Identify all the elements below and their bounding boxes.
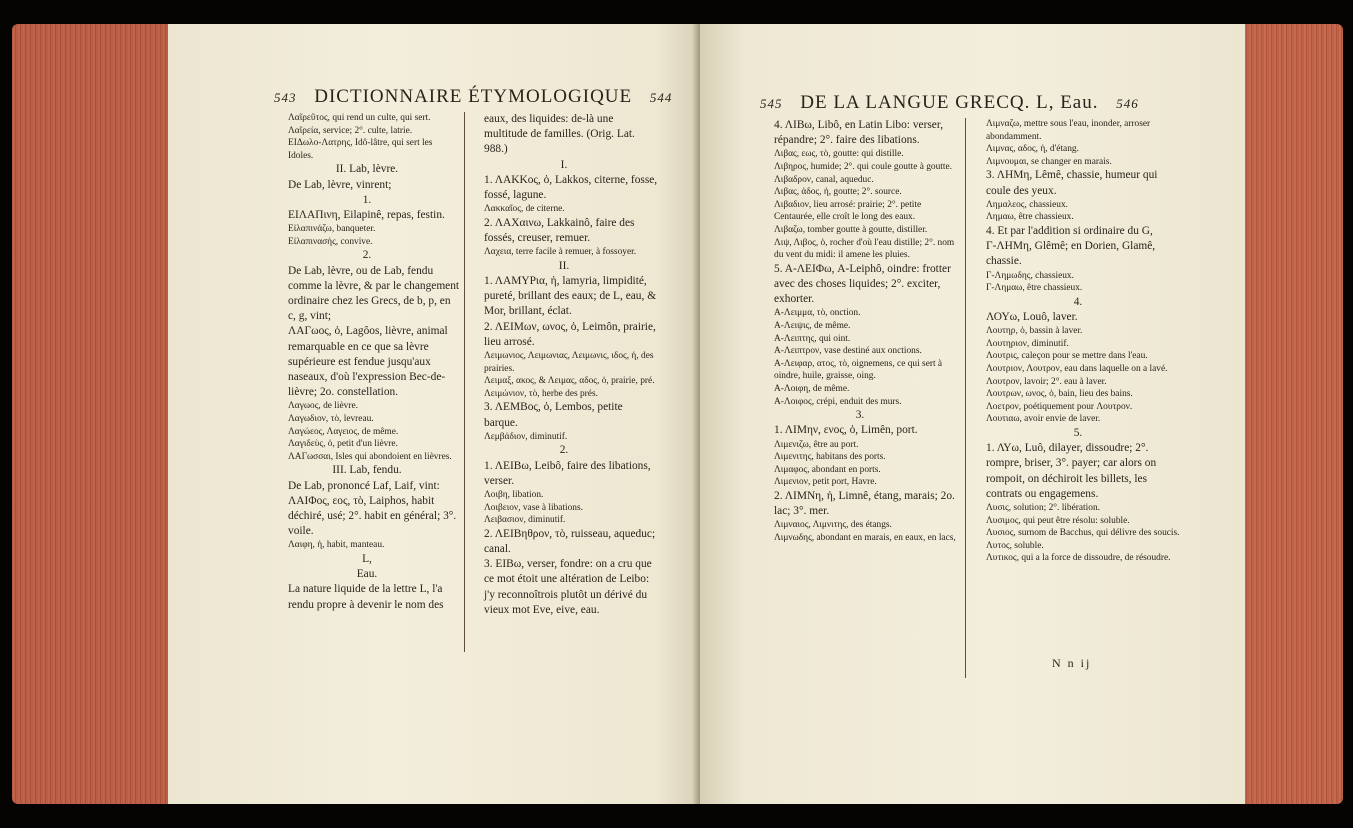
text-line: Λιψ, Λιβος, ὁ, rocher d'où l'eau distille; 2°. nom du vent du midi: il amene les pluies. <box>774 237 955 261</box>
text-line: Λαγιδεὺς, ὁ, petit d'un lièvre. <box>288 439 398 450</box>
text-line: 2. ΛΕΙΜων, ωνος, ὁ, Leimôn, prairie, lieu arrosé. <box>484 320 656 348</box>
text-line: Λυτικος, qui a la force de dissoudre, de résoudre. <box>986 553 1171 564</box>
right-page-number-a: 545 <box>760 96 783 111</box>
text-line: De Lab, lèvre, vinrent; <box>288 178 392 191</box>
left-running-header <box>274 86 672 108</box>
text-line: 4. Et par l'addition si ordinaire du G, <box>986 224 1153 237</box>
text-line: Α-Λοιφος, crépi, enduit des murs. <box>774 396 902 407</box>
column-rule-right <box>965 118 966 678</box>
text-line: La nature liquide de la lettre L, l'a rendu propre à devenir le nom des <box>288 583 444 611</box>
text-line: Λιμνουμαι, se changer en marais. <box>986 156 1112 167</box>
text-line: Λιβηρος, humide; 2°. qui coule goutte à goutte. <box>774 162 952 172</box>
text-line: 3. ΛΕΜΒος, ὁ, Lembos, petite barque. <box>484 401 623 429</box>
text-line: De Lab, prononcé Laf, Laif, vint: <box>288 479 440 492</box>
text-line: Λιμνωδης, abondant en marais, en eaux, en lacs, <box>774 532 956 543</box>
text-line: Α-Λοιφη, de même. <box>774 383 850 394</box>
text-line: ΛΑΓωσσαι, Isles qui abondoient en lièvres. <box>288 451 452 462</box>
text-line: 5. Α-ΛΕΙΦω, A-Leiphô, oindre: frotter avec des choses liquides; 2°. exciter, exhorter. <box>774 262 951 306</box>
text-line: L, <box>362 552 372 565</box>
text-line: 1. ΛΙΜην, ενος, ὁ, Limên, port. <box>774 424 918 437</box>
text-line: Λουτιαω, avoir envie de laver. <box>986 414 1101 425</box>
left-page-edges <box>12 24 182 804</box>
text-line: 1. ΛΥω, Luô, dilayer, dissoudre; 2°. rompre, briser, 3°. payer; car alors on rompoit, on déchiroit les billets, les contrats ou engagemens. <box>986 442 1157 500</box>
text-line: Λημαλεος, chassieux. <box>986 199 1068 210</box>
text-line: Λιμναζω, mettre sous l'eau, inonder, arroser abondamment. <box>986 119 1151 142</box>
text-line: Λιβαζω, tomber goutte à goutte, distiller. <box>774 224 928 235</box>
text-line: 2. ΛΑΧαινω, Lakkainô, faire des fossés, creuser, remuer. <box>484 216 635 245</box>
left-header-title: DICTIONNAIRE ÉTYMOLOGIQUE <box>314 86 633 107</box>
text-line: 5. <box>1073 426 1083 439</box>
right-header-title: DE LA LANGUE GRECQ. L, Eau. <box>800 92 1099 113</box>
right-column-1 <box>760 118 960 544</box>
right-page <box>700 24 1245 804</box>
text-line: Λεμβάδιον, diminutif. <box>484 431 568 442</box>
text-line: II. <box>558 259 570 272</box>
signature-mark: N n ij <box>1052 656 1092 670</box>
text-line: Λακκαῖος, de citerne. <box>484 204 565 215</box>
column-rule <box>464 112 465 652</box>
left-page-number-b: 544 <box>649 90 673 105</box>
text-line: Λουτηρ, ὁ, bassin à laver. <box>986 326 1083 337</box>
text-line: 2. <box>362 249 372 262</box>
text-line: ΛΑΙΦος, εος, τὸ, Laiphos, habit déchiré, usé; 2°. habit en général; 3°. voile. <box>288 494 457 538</box>
text-line: Λυσις, solution; 2°. libération. <box>986 502 1100 513</box>
left-page-number-a: 543 <box>274 90 297 105</box>
text-line: Λαῖρεία, service; 2°. culte, latrie. <box>288 125 413 136</box>
text-line: 4. <box>1073 295 1083 308</box>
text-line: Λαγωδιον, τὸ, levreau. <box>288 414 374 424</box>
right-page-number-b: 546 <box>1116 96 1139 111</box>
left-page <box>168 24 700 804</box>
text-line: Α-Λειπτρον, vase destiné aux onctions. <box>774 346 922 357</box>
text-line: Eau. <box>356 568 378 581</box>
text-line: 3. <box>855 409 865 422</box>
right-column-2 <box>972 118 1184 565</box>
text-line: Λιβαδιον, lieu arrosé: prairie; 2°. petite Centaurée, elle croît le long des eaux. <box>774 199 922 223</box>
text-line: Λοιβειον, vase à libations. <box>484 502 583 513</box>
text-line: Α-Λειμμα, τὸ, onction. <box>774 308 861 319</box>
text-line: Λαῖρεῦτος, qui rend un culte, qui sert. <box>288 113 431 123</box>
text-line: Λουτρων, ωνος, ὁ, bain, lieu des bains. <box>986 389 1133 400</box>
text-line: Λειμώνιον, τὸ, herbe des prés. <box>484 388 598 399</box>
text-line: ΕΙΛΑΠινη, Eilapinê, repas, festin. <box>288 208 445 221</box>
text-line: Λιμενιον, petit port, Havre. <box>774 477 877 488</box>
text-line: ΛΟΥω, Louô, laver. <box>986 310 1078 323</box>
text-line: Λοετρον, poétiquement pour Λουτρον. <box>986 401 1133 412</box>
text-line: Λειβασιον, diminutif. <box>484 515 566 526</box>
text-line: Γ-Λημωδης, chassieux. <box>986 270 1074 281</box>
text-line: I. <box>560 158 568 171</box>
text-line: Λαχεια, terre facile à remuer, à fossoyer. <box>484 247 637 258</box>
text-line: Εἰλαπινάζω, banqueter. <box>288 224 376 235</box>
text-line: Λιβας, εως, τὸ, goutte: qui distille. <box>774 149 904 160</box>
text-line: Λημαω, être chassieux. <box>986 212 1074 223</box>
text-line: Εἰλαπινασής, convive. <box>288 236 373 247</box>
text-line: Λιμνας, αδος, ἡ, d'étang. <box>986 144 1079 155</box>
text-line: Λυσιος, surnom de Bacchus, qui délivre des soucis. <box>986 528 1180 539</box>
text-line: Λιμναιος, Λιμνιτης, des étangs. <box>774 520 892 531</box>
text-line: 3. ΛΗΜη, Lêmê, chassie, humeur qui coule des yeux. <box>986 169 1158 197</box>
text-line: 4. ΛΙΒω, Libô, en Latin Libo: verser, répandre; 2°. faire des libations. <box>774 119 944 147</box>
text-line: Λιβαδρον, canal, aqueduc. <box>774 174 874 185</box>
text-line: eaux, des liquides: de-là une multitude de familles. (Orig. Lat. 988.) <box>484 113 635 156</box>
text-line: Λαιφη, ἡ, habit, manteau. <box>288 540 385 551</box>
text-line: Λουτρον, lavoir; 2°. eau à laver. <box>986 376 1107 387</box>
text-line: Λειμαξ, ακος, & Λειμας, αδος, ὁ, prairie, pré. <box>484 376 655 387</box>
text-line: Λυτος, soluble. <box>986 540 1044 551</box>
text-line: 2. ΛΙΜΝη, ἡ, Limnê, étang, marais; 2o. lac; 3°. mer. <box>774 489 955 518</box>
text-line: Γ-Λημαω, être chassieux. <box>986 283 1083 294</box>
text-line: Λιμαφος, abondant en ports. <box>774 464 881 475</box>
text-line: 1. ΛΕΙΒω, Leibô, faire des libations, verser. <box>484 459 651 487</box>
text-line: 2. <box>559 444 569 457</box>
text-line: Λαγώεος, Λαγειος, de même. <box>288 426 399 437</box>
text-line: Α-Λειπτης, qui oint. <box>774 333 851 344</box>
text-line: 1. ΛΑΜΥΡια, ἡ, lamyria, limpidité, pureté, brillant des eaux; de L, eau, & Mor, brillant, éclat. <box>484 275 657 318</box>
text-line: ΕΙΔωλο-Λατρης, Idô-lâtre, qui sert les Idoles. <box>288 138 433 161</box>
text-line: Α-Λειφαρ, ατος, τὸ, oignemens, ce qui sert à oindre, huile, graisse, oing. <box>774 358 943 382</box>
text-line: III. Lab, fendu. <box>332 464 402 477</box>
left-column-2 <box>470 112 658 618</box>
left-column-1 <box>274 112 460 613</box>
text-line: ΛΑΓωος, ὁ, Lagôos, lièvre, animal remarquable en ce que sa lèvre supérieure est fendue jusqu'aux naseaux, d'où l'expression Bec-de-lièvre; 2o. constellation. <box>288 325 448 399</box>
text-line: Λιμενιζω, être au port. <box>774 439 859 450</box>
text-line: 1. ΛΑΚΚος, ὁ, Lakkos, citerne, fosse, fossé, lagune. <box>484 173 658 202</box>
text-line: Λουτριον, Λουτρον, eau dans laquelle on a lavé. <box>986 363 1168 374</box>
right-running-header <box>760 92 1139 114</box>
text-line: 3. ΕΙΒω, verser, fondre: on a cru que ce mot étoit une altération de Leibo: j'y reconnoîtrois plutôt un dérivé du vieux mot Eve, eive, eau. <box>484 558 652 616</box>
text-line: De Lab, lèvre, ou de Lab, fendu comme la lèvre, & par le changement ordinaire chez les Grecs, de b, p, en c, g, vint; <box>288 264 460 323</box>
text-line: Λυσιμος, qui peut être résolu: soluble. <box>986 515 1130 526</box>
text-line: Λιμενιτης, habitans des ports. <box>774 452 886 463</box>
right-page-edges <box>1228 24 1343 804</box>
text-line: Λαγωος, de lièvre. <box>288 401 358 412</box>
text-line: Γ-ΛΗΜη, Glêmê; en Dorien, Glamê, chassie. <box>986 240 1156 268</box>
text-line: Λοιβη, libation. <box>484 490 544 501</box>
text-line: II. Lab, lèvre. <box>335 163 399 176</box>
text-line: Α-Λειψις, de même. <box>774 320 851 331</box>
text-line: Λουτρις, caleçon pour se mettre dans l'eau. <box>986 351 1148 362</box>
text-line: Λειμωνιος, Λειμωνιας, Λειμωνις, ιδος, ἡ, des prairies. <box>484 351 654 374</box>
text-line: 2. ΛΕΙΒηθρον, τὸ, ruisseau, aqueduc; canal. <box>484 527 656 555</box>
text-line: Λιβας, ἀδος, ἡ, goutte; 2°. source. <box>774 187 902 198</box>
text-line: Λουτηριον, diminutif. <box>986 338 1069 349</box>
text-line: 1. <box>362 193 372 206</box>
